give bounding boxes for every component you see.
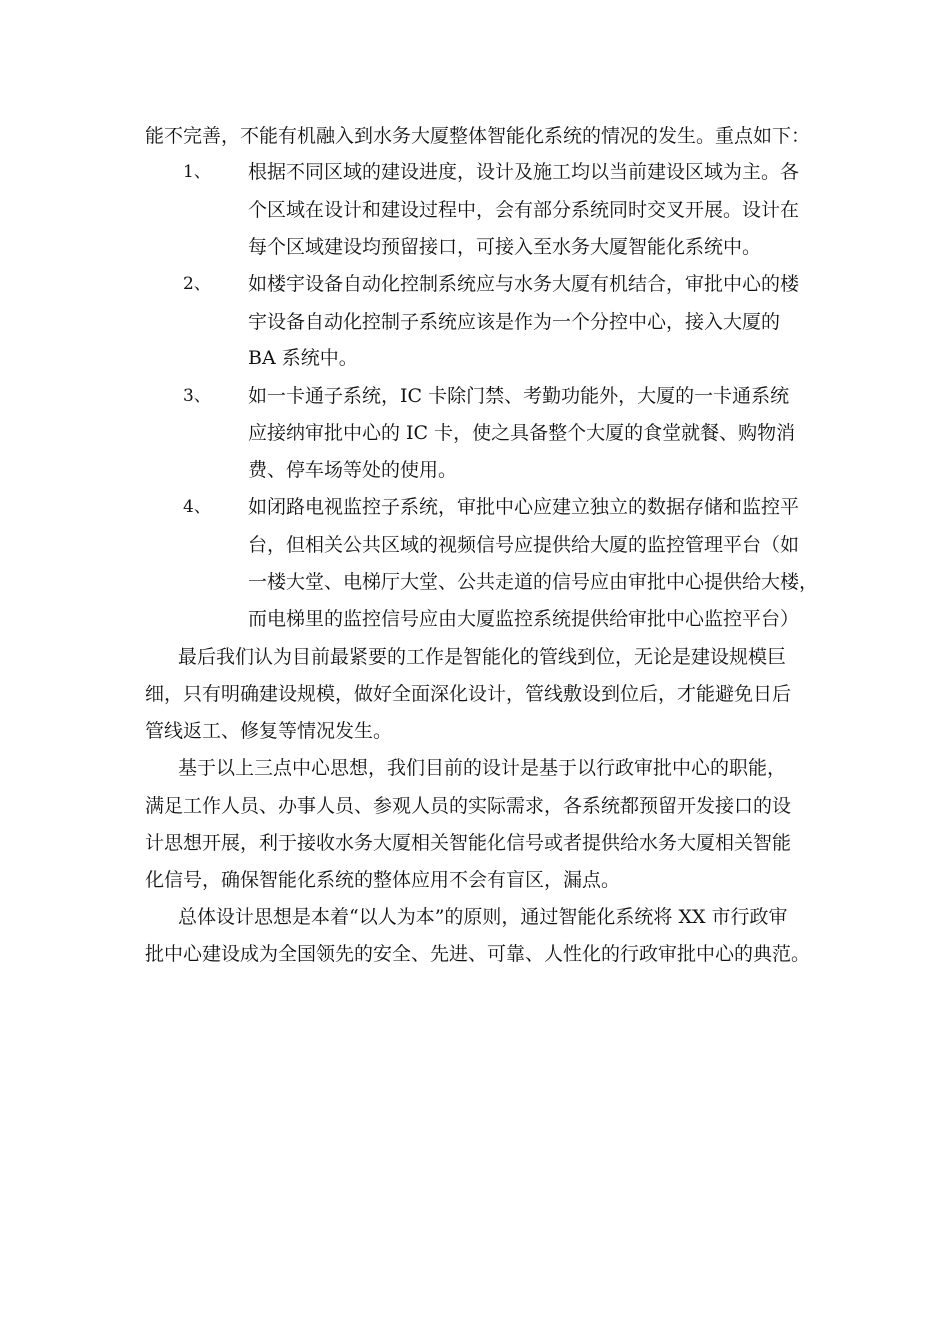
list-item-number: 4、 [183, 497, 211, 517]
paragraph-line: 最后我们认为目前最紧要的工作是智能化的管线到位，无论是建设规模巨 [178, 646, 787, 668]
list-item-line: 费、停车场等处的使用。 [248, 459, 458, 481]
list-item-line: 个区域在设计和建设过程中，会有部分系统同时交叉开展。设计在 [248, 199, 800, 221]
list-item-number: 1、 [183, 162, 211, 182]
list-item-line: 如楼宇设备自动化控制系统应与水务大厦有机结合，审批中心的楼 [248, 273, 800, 295]
list-item-number: 3、 [183, 386, 211, 406]
paragraph-line: 基于以上三点中心思想，我们目前的设计是基于以行政审批中心的职能， [178, 757, 787, 779]
list-item-line: 应接纳审批中心的 IC 卡，使之具备整个大厦的食堂就餐、购物消 [248, 422, 796, 444]
list-item-line: 一楼大堂、电梯厅大堂、公共走道的信号应由审批中心提供给大楼， [248, 571, 819, 593]
list-item-line: 如闭路电视监控子系统，审批中心应建立独立的数据存储和监控平 [248, 496, 800, 518]
list-item-line: 每个区域建设均预留接口，可接入至水务大厦智能化系统中。 [248, 236, 762, 258]
paragraph-line: 满足工作人员、办事人员、参观人员的实际需求，各系统都预留开发接口的设 [145, 795, 792, 817]
paragraph-line: 管线返工、修复等情况发生。 [145, 720, 393, 742]
list-item-line: BA 系统中。 [248, 347, 358, 369]
list-item-line: 根据不同区域的建设进度，设计及施工均以当前建设区域为主。各 [248, 161, 800, 183]
list-item-line: 如一卡通子系统，IC 卡除门禁、考勤功能外，大厦的一卡通系统 [248, 385, 790, 407]
paragraph-line: 化信号，确保智能化系统的整体应用不会有盲区，漏点。 [145, 869, 621, 891]
list-item-number: 2、 [183, 274, 211, 294]
intro-line: 能不完善，不能有机融入到水务大厦整体智能化系统的情况的发生。重点如下： [145, 125, 811, 147]
list-item-line: 而电梯里的监控信号应由大厦监控系统提供给审批中心监控平台） [248, 608, 800, 630]
paragraph-line: 总体设计思想是本着“以人为本”的原则，通过智能化系统将 XX 市行政审 [178, 906, 788, 928]
paragraph-line: 批中心建设成为全国领先的安全、先进、可靠、人性化的行政审批中心的典范。 [145, 943, 811, 965]
paragraph-line: 细，只有明确建设规模，做好全面深化设计，管线敷设到位后，才能避免日后 [145, 683, 792, 705]
list-item-line: 宇设备自动化控制子系统应该是作为一个分控中心，接入大厦的 [248, 311, 781, 333]
paragraph-line: 计思想开展，利于接收水务大厦相关智能化信号或者提供给水务大厦相关智能 [145, 832, 792, 854]
list-item-line: 台，但相关公共区域的视频信号应提供给大厦的监控管理平台（如 [248, 534, 800, 556]
